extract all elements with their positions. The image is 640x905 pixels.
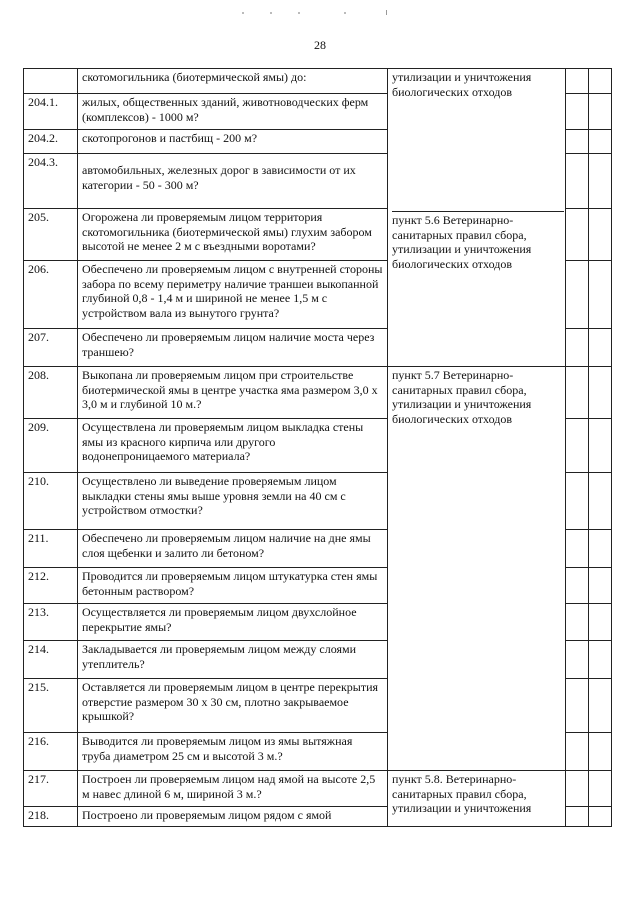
item-number: 214. [24, 641, 78, 679]
answer-cell-no [589, 94, 612, 130]
answer-cell-no [589, 641, 612, 679]
item-question: жилых, общественных зданий, животноводческих ферм (комплексов) - 1000 м? [78, 94, 388, 130]
answer-cell-no [589, 329, 612, 367]
item-question: Обеспечено ли проверяемым лицом наличие моста через траншею? [78, 329, 388, 367]
answer-cell-yes [566, 568, 589, 604]
item-number: 204.2. [24, 130, 78, 154]
item-number: 204.1. [24, 94, 78, 130]
item-question: Обеспечено ли проверяемым лицом наличие на дне ямы слоя щебенки и залито ли бетоном? [78, 530, 388, 568]
answer-cell-no [589, 419, 612, 473]
item-number: 208. [24, 367, 78, 419]
answer-cell-yes [566, 154, 589, 209]
item-number: 207. [24, 329, 78, 367]
answer-cell-no [589, 679, 612, 733]
answer-cell-yes [566, 473, 589, 530]
page-number: 28 [314, 38, 326, 52]
answer-cell-no [589, 209, 612, 261]
answer-cell-yes [566, 94, 589, 130]
item-number: 218. [24, 807, 78, 827]
item-number: 205. [24, 209, 78, 261]
item-number: 210. [24, 473, 78, 530]
answer-cell-no [589, 604, 612, 641]
legal-reference: пункт 5.8. Ветеринарно-санитарных правил сбора, утилизации и уничтожения [388, 771, 566, 827]
answer-cell-yes [566, 807, 589, 827]
legal-reference-overlay: пункт 5.6 Ветеринарно-санитарных правил сбора, утилизации и уничтожения биологических отходов [392, 211, 564, 272]
item-question: Оставляется ли проверяемым лицом в центре перекрытия отверстие размером 30 х 30 см, плотно закрываемое крышкой? [78, 679, 388, 733]
table-row [24, 771, 612, 807]
checklist-table [23, 68, 612, 827]
answer-cell-no [589, 130, 612, 154]
item-question: Осуществлено ли выведение проверяемым лицом выкладки стены ямы выше уровня земли на 40 см с устройством отмостки? [78, 473, 388, 530]
item-question: Выводится ли проверяемым лицом из ямы вытяжная труба диаметром 25 см и высотой 3 м.? [78, 733, 388, 771]
item-question: Построен ли проверяемым лицом над ямой на высоте 2,5 м навес длиной 6 м, шириной 3 м.? [78, 771, 388, 807]
answer-cell-yes [566, 419, 589, 473]
item-number: 211. [24, 530, 78, 568]
answer-cell-yes [566, 209, 589, 261]
answer-cell-yes [566, 329, 589, 367]
legal-reference: пункт 5.7 Ветеринарно-санитарных правил сбора, утилизации и уничтожения биологических отходов [388, 367, 566, 771]
item-question: Осуществляется ли проверяемым лицом двухслойное перекрытие ямы? [78, 604, 388, 641]
scan-specks [240, 12, 400, 18]
item-question: автомобильных, железных дорог в зависимости от их категории - 50 - 300 м? [78, 154, 388, 209]
answer-cell-no [589, 473, 612, 530]
item-question: Обеспечено ли проверяемым лицом с внутренней стороны забора по всему периметру наличие траншеи выкопанной глубиной 0,8 - 1,4 м и шириной не менее 1,5 м с устройством вала из вынутого грунта? [78, 261, 388, 329]
answer-cell-yes [566, 604, 589, 641]
item-question: Построено ли проверяемым лицом рядом с ямой [78, 807, 388, 827]
answer-cell-no [589, 530, 612, 568]
answer-cell-yes [566, 641, 589, 679]
answer-cell-yes [566, 130, 589, 154]
item-number: 216. [24, 733, 78, 771]
item-number: 209. [24, 419, 78, 473]
item-question: скотопрогонов и пастбищ - 200 м? [78, 130, 388, 154]
answer-cell-no [589, 568, 612, 604]
item-number: 212. [24, 568, 78, 604]
item-number [24, 69, 78, 94]
answer-cell-no [589, 261, 612, 329]
answer-cell-yes [566, 69, 589, 94]
item-number: 206. [24, 261, 78, 329]
answer-cell-no [589, 733, 612, 771]
answer-cell-yes [566, 679, 589, 733]
item-question: Огорожена ли проверяемым лицом территория скотомогильника (биотермической ямы) глухим забором высотой не менее 2 м с въездными воротами? [78, 209, 388, 261]
answer-cell-yes [566, 771, 589, 807]
answer-cell-no [589, 69, 612, 94]
answer-cell-yes [566, 261, 589, 329]
item-number: 213. [24, 604, 78, 641]
item-number: 215. [24, 679, 78, 733]
answer-cell-no [589, 771, 612, 807]
answer-cell-no [589, 367, 612, 419]
legal-reference: утилизации и уничтожения биологических отходов [388, 69, 566, 367]
item-question: Осуществлена ли проверяемым лицом выкладка стены ямы из красного кирпича или другого водонепроницаемого материала? [78, 419, 388, 473]
item-question: Проводится ли проверяемым лицом штукатурка стен ямы бетонным раствором? [78, 568, 388, 604]
item-number: 217. [24, 771, 78, 807]
item-question: Закладывается ли проверяемым лицом между слоями утеплитель? [78, 641, 388, 679]
answer-cell-yes [566, 733, 589, 771]
table-row [24, 69, 612, 94]
answer-cell-yes [566, 367, 589, 419]
answer-cell-yes [566, 530, 589, 568]
item-question: Выкопана ли проверяемым лицом при строительстве биотермической ямы в центре участка яма размером 3,0 х 3,0 м и глубиной 10 м.? [78, 367, 388, 419]
answer-cell-no [589, 807, 612, 827]
answer-cell-no [589, 154, 612, 209]
item-question: скотомогильника (биотермической ямы) до: [78, 69, 388, 94]
table-row [24, 367, 612, 419]
item-number: 204.3. [24, 154, 78, 209]
